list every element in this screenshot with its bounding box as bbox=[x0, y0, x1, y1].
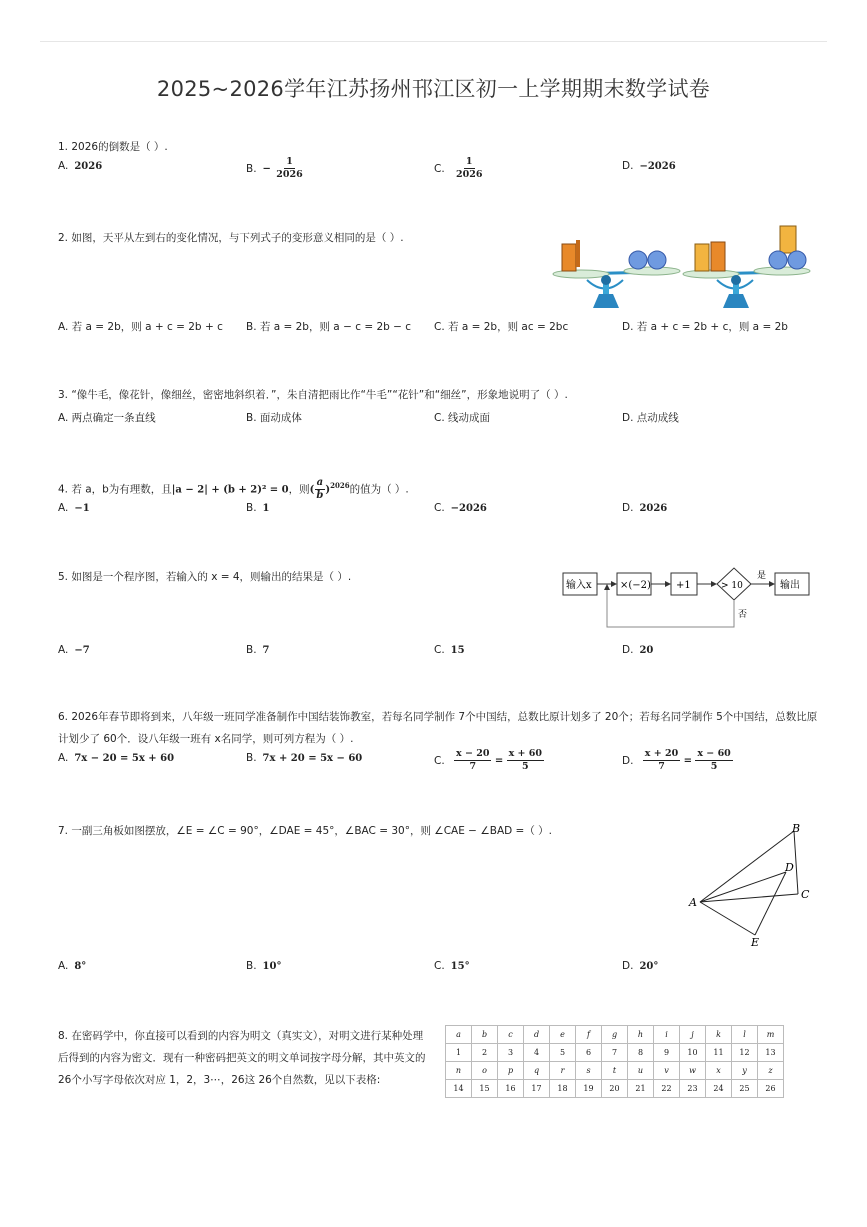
question-4 bbox=[58, 472, 827, 514]
option-c[interactable]: C. $\frac{x - 20}{7}$ = $\frac{x + 60}{5}$ bbox=[434, 748, 543, 772]
cipher-row-letters-2 bbox=[446, 1062, 784, 1080]
cipher-cell: v bbox=[654, 1062, 680, 1080]
question-6-stem: 6. 2026年春节即将到来，八年级一班同学准备制作中国结装饰教室，若每名同学制作 7个中国结，总数比原计划多了 20个；若每名同学制作 5个中国结，总数比原计划少了 60个．设八年级一班有 x名同学，则可列方程为（ ）. bbox=[58, 711, 818, 745]
option-d[interactable]: D. 20 bbox=[622, 644, 654, 656]
question-8-stem: 8. 在密码学中，你直接可以看到的内容为明文（真实文），对明文进行某种处理后得到的内容为密文．现有一种密码把英文的明文单词按字母分解，其中英文的 26个小写字母依次对应 1，2，3⋯，26这 26个自然数，见以下表格: bbox=[58, 1030, 426, 1086]
cipher-cell: 6 bbox=[576, 1044, 602, 1062]
option-a[interactable]: A. 2026 bbox=[58, 160, 103, 172]
cipher-cell: j bbox=[680, 1026, 706, 1044]
cipher-cell: o bbox=[472, 1062, 498, 1080]
question-1-options bbox=[58, 156, 827, 186]
cipher-cell: 23 bbox=[680, 1080, 706, 1098]
option-b[interactable]: B. − $\frac{1}{2026}$ bbox=[246, 156, 303, 180]
cipher-cell: h bbox=[628, 1026, 654, 1044]
cipher-cell: 22 bbox=[654, 1080, 680, 1098]
option-c[interactable]: C. 15 bbox=[434, 644, 465, 656]
balance-scales-figure bbox=[545, 222, 815, 312]
question-5-stem: 5. 如图是一个程序图，若输入的 x = 4，则输出的结果是（ ）. bbox=[58, 571, 352, 583]
triangle-figure bbox=[680, 815, 815, 955]
option-b[interactable]: B. 面动成体 bbox=[246, 412, 302, 424]
cipher-cell: r bbox=[550, 1062, 576, 1080]
balance-scale-left bbox=[553, 240, 680, 308]
question-2-options bbox=[58, 319, 827, 345]
cipher-cell: s bbox=[576, 1062, 602, 1080]
point-b-label: B bbox=[792, 822, 801, 835]
option-d[interactable]: D. −2026 bbox=[622, 160, 676, 172]
question-7-stem: 7. 一副三角板如图摆放，∠E = ∠C = 90°，∠DAE = 45°，∠BAC = 30°，则 ∠CAE − ∠BAD =（ ）. bbox=[58, 825, 553, 837]
cipher-cell: d bbox=[524, 1026, 550, 1044]
flow-no-label: 否 bbox=[738, 610, 748, 620]
question-5-options bbox=[58, 644, 827, 670]
cipher-cell: b bbox=[472, 1026, 498, 1044]
flow-multiply-label: ×(−2) bbox=[620, 580, 651, 591]
cipher-cell: f bbox=[576, 1026, 602, 1044]
program-flowchart bbox=[560, 565, 815, 635]
cipher-cell: p bbox=[498, 1062, 524, 1080]
cipher-row-letters-1 bbox=[446, 1026, 784, 1044]
balance-scale-right bbox=[683, 226, 810, 308]
cipher-cell: e bbox=[550, 1026, 576, 1044]
flow-input-label: 输入x bbox=[566, 580, 592, 591]
cipher-cell: 26 bbox=[758, 1080, 784, 1098]
header-divider bbox=[40, 41, 827, 42]
option-d[interactable]: D. 2026 bbox=[622, 502, 668, 514]
flow-condition-label: > 10 bbox=[721, 581, 743, 591]
option-a[interactable]: A. 两点确定一条直线 bbox=[58, 412, 156, 424]
cipher-cell: z bbox=[758, 1062, 784, 1080]
cipher-cell: t bbox=[602, 1062, 628, 1080]
question-8 bbox=[58, 1025, 430, 1091]
cipher-cell: 12 bbox=[732, 1044, 758, 1062]
cipher-cell: u bbox=[628, 1062, 654, 1080]
point-d-label: D bbox=[785, 861, 794, 874]
cipher-cell: 10 bbox=[680, 1044, 706, 1062]
option-b[interactable]: B. 7 bbox=[246, 644, 270, 656]
option-a[interactable]: A. −7 bbox=[58, 644, 90, 656]
question-6-options bbox=[58, 748, 827, 778]
question-1 bbox=[58, 136, 827, 180]
cipher-cell: 4 bbox=[524, 1044, 550, 1062]
flow-yes-label: 是 bbox=[757, 571, 767, 581]
cipher-cell: c bbox=[498, 1026, 524, 1044]
option-c[interactable]: C. 线动成面 bbox=[434, 412, 491, 424]
cipher-cell: 16 bbox=[498, 1080, 524, 1098]
cipher-cell: k bbox=[706, 1026, 732, 1044]
cipher-cell: 21 bbox=[628, 1080, 654, 1098]
option-d[interactable]: D. 点动成线 bbox=[622, 412, 679, 424]
question-2-stem: 2. 如图，天平从左到右的变化情况，与下列式子的变形意义相同的是（ ）. bbox=[58, 232, 404, 244]
option-a[interactable]: A. 8° bbox=[58, 960, 87, 972]
option-a[interactable]: A. 7x − 20 = 5x + 60 bbox=[58, 752, 175, 764]
option-c[interactable]: C. 15° bbox=[434, 960, 470, 972]
cipher-cell: 7 bbox=[602, 1044, 628, 1062]
point-e-label: E bbox=[751, 936, 760, 949]
question-4-options bbox=[58, 502, 827, 528]
page-title: 2025~2026学年江苏扬州邗江区初一上学期期末数学试卷 bbox=[156, 77, 711, 101]
flow-add-label: +1 bbox=[676, 580, 691, 591]
cipher-cell: a bbox=[446, 1026, 472, 1044]
cipher-cell: 18 bbox=[550, 1080, 576, 1098]
fraction: $\frac{1}{2026}$ bbox=[276, 156, 303, 180]
option-b[interactable]: B. 10° bbox=[246, 960, 282, 972]
cipher-cell: 9 bbox=[654, 1044, 680, 1062]
question-4-stem: 4. 若 a，b为有理数，且|a − 2| + (b + 2)² = 0，则( $\frac{a}{b}$ )$^{2026}$的值为（ ）. bbox=[58, 477, 409, 501]
option-c[interactable]: C. −2026 bbox=[434, 502, 487, 514]
cipher-row-numbers-2 bbox=[446, 1080, 784, 1098]
point-a-label: A bbox=[689, 896, 697, 909]
question-3 bbox=[58, 384, 827, 424]
option-b[interactable]: B. 1 bbox=[246, 502, 270, 514]
question-1-stem: 1. 2026的倒数是（ ）. bbox=[58, 141, 168, 153]
cipher-cell: 3 bbox=[498, 1044, 524, 1062]
cipher-cell: 8 bbox=[628, 1044, 654, 1062]
cipher-cell: 1 bbox=[446, 1044, 472, 1062]
cipher-cell: 2 bbox=[472, 1044, 498, 1062]
cipher-cell: 14 bbox=[446, 1080, 472, 1098]
point-c-label: C bbox=[801, 888, 810, 901]
option-d[interactable]: D. $\frac{x + 20}{7}$ = $\frac{x - 60}{5}$ bbox=[622, 748, 731, 772]
option-d[interactable]: D. 20° bbox=[622, 960, 659, 972]
option-c[interactable]: C. $\frac{1}{2026}$ bbox=[434, 156, 483, 180]
cipher-cell: 17 bbox=[524, 1080, 550, 1098]
cipher-cell: m bbox=[758, 1026, 784, 1044]
option-b[interactable]: B. 若 a = 2b，则 a − c = 2b − c bbox=[246, 321, 412, 333]
cipher-cell: q bbox=[524, 1062, 550, 1080]
cipher-cell: 13 bbox=[758, 1044, 784, 1062]
option-d[interactable]: D. 若 a + c = 2b + c，则 a = 2b bbox=[622, 321, 788, 333]
option-a[interactable]: A. 若 a = 2b，则 a + c = 2b + c bbox=[58, 321, 223, 333]
option-a[interactable]: A. −1 bbox=[58, 502, 90, 514]
question-7-options bbox=[58, 960, 827, 986]
cipher-row-numbers-1 bbox=[446, 1044, 784, 1062]
cipher-cell: w bbox=[680, 1062, 706, 1080]
cipher-cell: 15 bbox=[472, 1080, 498, 1098]
cipher-cell: g bbox=[602, 1026, 628, 1044]
cipher-cell: 19 bbox=[576, 1080, 602, 1098]
question-3-options bbox=[58, 410, 827, 436]
question-6 bbox=[58, 706, 827, 772]
cipher-cell: l bbox=[732, 1026, 758, 1044]
flow-output-label: 输出 bbox=[780, 580, 800, 591]
cipher-cell: 24 bbox=[706, 1080, 732, 1098]
cipher-cell: 25 bbox=[732, 1080, 758, 1098]
cipher-cell: n bbox=[446, 1062, 472, 1080]
cipher-cell: 20 bbox=[602, 1080, 628, 1098]
option-b[interactable]: B. 7x + 20 = 5x − 60 bbox=[246, 752, 363, 764]
question-3-stem: 3. “像牛毛，像花针，像细丝，密密地斜织着．”，朱自清把雨比作“牛毛”“花针”和“细丝”，形象地说明了（ ）. bbox=[58, 389, 568, 401]
fraction: $\frac{1}{2026}$ bbox=[456, 156, 483, 180]
option-c[interactable]: C. 若 a = 2b，则 ac = 2bc bbox=[434, 321, 569, 333]
cipher-cell: i bbox=[654, 1026, 680, 1044]
cipher-cell: x bbox=[706, 1062, 732, 1080]
cipher-cell: y bbox=[732, 1062, 758, 1080]
cipher-cell: 11 bbox=[706, 1044, 732, 1062]
cipher-table bbox=[445, 1025, 784, 1098]
cipher-cell: 5 bbox=[550, 1044, 576, 1062]
